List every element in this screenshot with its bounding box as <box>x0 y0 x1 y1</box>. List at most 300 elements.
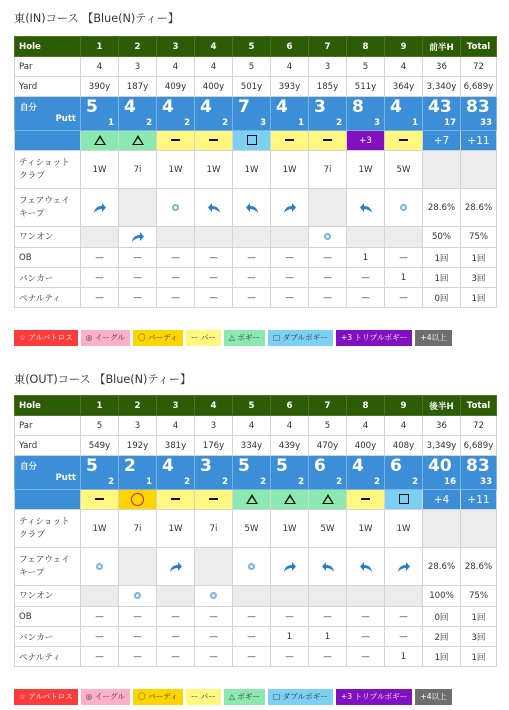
one-on-row-cell <box>195 227 233 248</box>
fairway-row-cell <box>347 548 385 586</box>
bunker-row-cell: 1 <box>385 268 423 288</box>
ob-row-cell: — <box>119 607 157 627</box>
fairway-row-cell: 28.6% <box>461 189 497 227</box>
one-on-row-cell <box>157 586 195 607</box>
penalty-row-cell: — <box>119 647 157 667</box>
ob-row-cell: 1回 <box>461 607 497 627</box>
putt-count: 2 <box>298 477 304 487</box>
score-cell <box>309 97 347 131</box>
putt-count: 2 <box>222 118 228 128</box>
score-cell <box>423 97 461 131</box>
penalty-row-cell: — <box>309 288 347 308</box>
penalty-row-cell: — <box>157 288 195 308</box>
penalty-row-label: ペナルティ <box>15 288 81 308</box>
yard-row-label: Yard <box>15 77 81 97</box>
yard-row-cell: 501y <box>233 77 271 97</box>
penalty-row <box>15 288 497 308</box>
yard-row-label: Yard <box>15 436 81 456</box>
par-row-cell: 3 <box>309 57 347 77</box>
hole-header: Hole <box>15 37 81 57</box>
bunker-row-cell: 3回 <box>461 268 497 288</box>
ob-row-cell: — <box>309 607 347 627</box>
stroke-count: 5 <box>238 456 250 476</box>
stroke-count: 5 <box>276 456 288 476</box>
yard-row-cell: 6,689y <box>461 436 497 456</box>
tee-club-row-cell: 1W <box>157 151 195 189</box>
ob-row-cell: — <box>233 607 271 627</box>
legend-item: □ ダブルボギー <box>268 689 333 705</box>
score-label <box>15 97 81 131</box>
tee-club-row-cell: 7i <box>195 510 233 548</box>
tee-club-row-cell: 1W <box>195 151 233 189</box>
result-cell <box>195 490 233 510</box>
par-row-cell: 3 <box>119 416 157 436</box>
fairway-row-cell: 28.6% <box>461 548 497 586</box>
bunker-row-cell: 1 <box>309 627 347 647</box>
putt-count: 16 <box>444 477 456 487</box>
bunker-row-cell: — <box>157 627 195 647</box>
one-on-row-cell: 100% <box>423 586 461 607</box>
result-cell <box>119 490 157 510</box>
ob-row-cell: — <box>385 607 423 627</box>
yard-row-cell: 364y <box>385 77 423 97</box>
par-row-cell: 4 <box>157 57 195 77</box>
fairway-row-cell <box>157 548 195 586</box>
square-icon <box>247 135 257 145</box>
putt-count: 2 <box>374 477 380 487</box>
result-legend <box>14 689 452 705</box>
score-cell <box>81 97 119 131</box>
par-row-cell: 5 <box>309 416 347 436</box>
putt-count: 2 <box>184 477 190 487</box>
legend-item: 〇 バーディ <box>133 330 183 346</box>
yard-row-cell: 192y <box>119 436 157 456</box>
tee-club-row-cell: 5W <box>233 510 271 548</box>
tee-club-row <box>15 510 497 548</box>
stroke-count: 4 <box>352 456 364 476</box>
bunker-row-cell: — <box>309 268 347 288</box>
tee-club-row-cell: 7i <box>119 510 157 548</box>
par-row-cell: 4 <box>271 57 309 77</box>
fairway-row-cell: 28.6% <box>423 548 461 586</box>
fairway-row-label: フェアウェイ キープ <box>15 548 81 586</box>
bunker-row-cell: — <box>119 627 157 647</box>
tee-club-row-cell: 1W <box>385 510 423 548</box>
ob-row-cell: 1回 <box>423 248 461 268</box>
hit-circle-icon <box>96 563 103 570</box>
tee-club-row-cell: 1W <box>81 151 119 189</box>
triangle-icon <box>322 494 334 504</box>
par-row-label: Par <box>15 57 81 77</box>
tee-club-row-cell: 1W <box>271 510 309 548</box>
curved-arrow-left-icon <box>359 203 373 213</box>
yard-row <box>15 77 497 97</box>
par-row <box>15 57 497 77</box>
legend-item: +4以上 <box>415 689 451 705</box>
bunker-row-cell: — <box>347 268 385 288</box>
bunker-row-cell: 1 <box>271 627 309 647</box>
dash-icon <box>361 498 370 500</box>
par-row-cell: 4 <box>195 57 233 77</box>
one-on-row-cell <box>347 586 385 607</box>
result-cell <box>309 131 347 151</box>
fairway-row-cell <box>157 189 195 227</box>
scorecard-table <box>14 395 497 667</box>
stroke-count: 6 <box>314 456 326 476</box>
result-label <box>15 490 81 510</box>
penalty-row-cell: — <box>195 288 233 308</box>
legend-item: +4以上 <box>415 330 451 346</box>
yard-row-cell: 3,340y <box>423 77 461 97</box>
score-cell <box>347 97 385 131</box>
hole-number: 8 <box>347 396 385 416</box>
tee-club-row-cell: 5W <box>309 510 347 548</box>
tee-club-row-cell <box>423 510 461 548</box>
result-total: +4 <box>423 490 461 510</box>
score-cell <box>423 456 461 490</box>
hole-number: 4 <box>195 396 233 416</box>
fairway-row-cell <box>81 189 119 227</box>
par-row-cell: 4 <box>385 57 423 77</box>
penalty-row-cell: — <box>81 647 119 667</box>
hole-number: 5 <box>233 396 271 416</box>
fairway-row <box>15 548 497 586</box>
yard-row-cell: 6,689y <box>461 77 497 97</box>
score-cell <box>233 456 271 490</box>
result-cell <box>81 131 119 151</box>
tee-club-row-cell: 1W <box>347 151 385 189</box>
penalty-row-cell: 1回 <box>461 288 497 308</box>
fairway-row-cell <box>81 548 119 586</box>
result-cell <box>385 490 423 510</box>
result-cell <box>157 490 195 510</box>
dash-icon <box>95 498 104 500</box>
hole-number: 3 <box>157 37 195 57</box>
fairway-row-cell <box>233 548 271 586</box>
putt-count: 17 <box>444 118 456 128</box>
fairway-row-cell <box>195 189 233 227</box>
putt-count: 3 <box>374 118 380 128</box>
ob-row <box>15 248 497 268</box>
legend-item: ◎ イーグル <box>81 330 130 346</box>
penalty-row-cell: — <box>347 647 385 667</box>
hole-number: 6 <box>271 396 309 416</box>
score-cell <box>347 456 385 490</box>
square-icon <box>399 494 409 504</box>
score-cell <box>195 456 233 490</box>
penalty-row-cell: 1回 <box>461 647 497 667</box>
penalty-row-cell: — <box>271 288 309 308</box>
penalty-row-cell: 1 <box>385 647 423 667</box>
tee-club-row-cell <box>461 151 497 189</box>
ob-row-cell: 0回 <box>423 607 461 627</box>
hole-header: Hole <box>15 396 81 416</box>
one-on-row-cell <box>309 586 347 607</box>
dash-icon <box>285 139 294 141</box>
hole-number: 5 <box>233 37 271 57</box>
stroke-count: 6 <box>390 456 402 476</box>
one-on-row-cell: 75% <box>461 227 497 248</box>
yard-row-cell: 470y <box>309 436 347 456</box>
ob-row-cell: — <box>385 248 423 268</box>
stroke-count: 83 <box>466 97 490 117</box>
yard-row-cell: 409y <box>157 77 195 97</box>
score-cell <box>461 456 497 490</box>
ob-row-cell: — <box>81 607 119 627</box>
yard-row-cell: 334y <box>233 436 271 456</box>
header-row <box>15 396 497 416</box>
one-on-row-cell <box>81 586 119 607</box>
score-cell <box>157 97 195 131</box>
ob-row-cell: — <box>81 248 119 268</box>
fairway-row-cell: 28.6% <box>423 189 461 227</box>
score-cell <box>271 97 309 131</box>
score-cell <box>195 97 233 131</box>
tee-club-row-label: ティショット クラブ <box>15 151 81 189</box>
bunker-row-cell: — <box>233 268 271 288</box>
one-on-row-cell <box>233 586 271 607</box>
curved-arrow-right-icon <box>131 233 145 243</box>
penalty-row-cell: — <box>233 288 271 308</box>
result-label <box>15 131 81 151</box>
par-row-cell: 36 <box>423 416 461 436</box>
result-total: +11 <box>461 490 497 510</box>
par-row-cell: 3 <box>195 416 233 436</box>
yard-row-cell: 3,349y <box>423 436 461 456</box>
ob-row-cell: — <box>309 248 347 268</box>
bunker-row-cell: — <box>195 268 233 288</box>
ob-row-cell: — <box>157 607 195 627</box>
penalty-row-cell: — <box>157 647 195 667</box>
hole-number: 7 <box>309 396 347 416</box>
hole-number: 9 <box>385 396 423 416</box>
legend-item: △ ボギー <box>224 689 265 705</box>
legend-item: +3 トリプルボギー <box>336 330 412 346</box>
one-on-row-label: ワンオン <box>15 586 81 607</box>
penalty-row-cell: — <box>309 647 347 667</box>
one-on-row <box>15 586 497 607</box>
ob-row-label: OB <box>15 607 81 627</box>
one-on-row-cell <box>271 586 309 607</box>
hole-number: 2 <box>119 37 157 57</box>
circle-icon <box>131 493 144 506</box>
hole-number: 1 <box>81 37 119 57</box>
tee-club-row-cell: 7i <box>119 151 157 189</box>
penalty-row-cell: — <box>81 288 119 308</box>
hit-circle-icon <box>400 204 407 211</box>
tee-club-row-cell: 7i <box>309 151 347 189</box>
result-cell <box>119 131 157 151</box>
par-row-cell: 4 <box>81 57 119 77</box>
hole-number: 7 <box>309 37 347 57</box>
stroke-count: 43 <box>428 97 452 117</box>
stroke-count: 5 <box>86 97 98 117</box>
yard-row-cell: 187y <box>119 77 157 97</box>
one-on-row-cell <box>271 227 309 248</box>
legend-item: +3 トリプルボギー <box>336 689 412 705</box>
fairway-row-cell <box>271 548 309 586</box>
fairway-row-cell <box>347 189 385 227</box>
hole-number: Total <box>461 37 497 57</box>
one-on-row-cell <box>157 227 195 248</box>
stroke-count: 4 <box>162 97 174 117</box>
yard-row-cell: 439y <box>271 436 309 456</box>
par-row <box>15 416 497 436</box>
yard-row-cell: 393y <box>271 77 309 97</box>
tee-club-row-cell <box>461 510 497 548</box>
result-legend <box>14 330 452 346</box>
putt-count: 1 <box>108 118 114 128</box>
curved-arrow-left-icon <box>359 562 373 572</box>
par-row-cell: 4 <box>271 416 309 436</box>
result-cell <box>309 490 347 510</box>
one-on-row-cell <box>233 227 271 248</box>
result-row <box>15 490 497 510</box>
bunker-row-cell: — <box>195 627 233 647</box>
par-row-cell: 72 <box>461 57 497 77</box>
ob-row-cell: — <box>195 607 233 627</box>
legend-item: ☆ アルバトロス <box>14 330 78 346</box>
dash-icon <box>323 139 332 141</box>
player-label: 自分 <box>20 462 38 472</box>
tee-club-row-cell: 1W <box>233 151 271 189</box>
tee-club-row-cell: 1W <box>271 151 309 189</box>
bunker-row-label: バンカー <box>15 627 81 647</box>
ob-row-label: OB <box>15 248 81 268</box>
par-row-cell: 5 <box>233 57 271 77</box>
stroke-count: 4 <box>162 456 174 476</box>
stroke-count: 4 <box>124 97 136 117</box>
stroke-count: 4 <box>276 97 288 117</box>
par-row-cell: 5 <box>81 416 119 436</box>
putt-count: 2 <box>222 477 228 487</box>
bunker-row-cell: — <box>81 627 119 647</box>
one-on-row <box>15 227 497 248</box>
par-row-cell: 4 <box>233 416 271 436</box>
legend-item: ー パー <box>186 330 221 346</box>
stroke-count: 40 <box>428 456 452 476</box>
ob-row-cell: 1回 <box>461 248 497 268</box>
ob-row-cell: — <box>347 607 385 627</box>
bunker-row-cell: — <box>119 268 157 288</box>
curved-arrow-right-icon <box>93 203 107 213</box>
score-cell <box>271 456 309 490</box>
par-row-cell: 4 <box>385 416 423 436</box>
putt-count: 1 <box>412 118 418 128</box>
penalty-row <box>15 647 497 667</box>
curved-arrow-right-icon <box>283 203 297 213</box>
stroke-count: 8 <box>352 97 364 117</box>
result-cell <box>385 131 423 151</box>
yard-row <box>15 436 497 456</box>
fairway-row-cell <box>119 189 157 227</box>
penalty-row-cell: 1回 <box>423 647 461 667</box>
fairway-row-cell <box>385 548 423 586</box>
bunker-row-cell: — <box>81 268 119 288</box>
bunker-row-label: バンカー <box>15 268 81 288</box>
penalty-row-label: ペナルティ <box>15 647 81 667</box>
par-row-cell: 4 <box>347 416 385 436</box>
tee-club-row-cell: 5W <box>385 151 423 189</box>
one-on-row-cell <box>81 227 119 248</box>
triangle-icon <box>284 494 296 504</box>
tee-club-row-cell: 1W <box>157 510 195 548</box>
one-on-row-cell <box>347 227 385 248</box>
bunker-row-cell: 2回 <box>423 627 461 647</box>
par-row-cell: 5 <box>347 57 385 77</box>
penalty-row-cell: — <box>233 647 271 667</box>
tee-club-row-cell <box>423 151 461 189</box>
hole-number: 2 <box>119 396 157 416</box>
score-cell <box>461 97 497 131</box>
putt-count: 1 <box>298 118 304 128</box>
stroke-count: 2 <box>124 456 136 476</box>
hole-number: 8 <box>347 37 385 57</box>
legend-item: ◎ イーグル <box>81 689 130 705</box>
curved-arrow-left-icon <box>245 203 259 213</box>
putt-count: 2 <box>336 477 342 487</box>
triangle-icon <box>94 135 106 145</box>
par-row-label: Par <box>15 416 81 436</box>
hole-number: 6 <box>271 37 309 57</box>
hit-circle-icon <box>248 563 255 570</box>
score-cell <box>81 456 119 490</box>
result-cell <box>157 131 195 151</box>
penalty-row-cell: — <box>385 288 423 308</box>
bunker-row-cell: — <box>385 627 423 647</box>
curved-arrow-left-icon <box>321 562 335 572</box>
ob-row-cell: 1 <box>347 248 385 268</box>
legend-item: ☆ アルバトロス <box>14 689 78 705</box>
score-row <box>15 97 497 131</box>
curved-arrow-left-icon <box>207 203 221 213</box>
score-cell <box>385 97 423 131</box>
putt-count: 2 <box>260 477 266 487</box>
yard-row-cell: 511y <box>347 77 385 97</box>
yard-row-cell: 176y <box>195 436 233 456</box>
putt-count: 3 <box>260 118 266 128</box>
penalty-row-cell: 0回 <box>423 288 461 308</box>
yard-row-cell: 408y <box>385 436 423 456</box>
tee-club-row-label: ティショット クラブ <box>15 510 81 548</box>
legend-item: □ ダブルボギー <box>268 330 333 346</box>
tee-club-row <box>15 151 497 189</box>
result-cell <box>233 131 271 151</box>
hole-number: Total <box>461 396 497 416</box>
ob-row-cell: — <box>271 607 309 627</box>
result-cell <box>271 131 309 151</box>
stroke-count: 4 <box>200 97 212 117</box>
tee-club-row-cell: 1W <box>81 510 119 548</box>
result-cell <box>195 131 233 151</box>
dash-icon <box>171 498 180 500</box>
fairway-row-cell <box>119 548 157 586</box>
stroke-count: 3 <box>314 97 326 117</box>
stroke-count: 83 <box>466 456 490 476</box>
score-cell <box>309 456 347 490</box>
curved-arrow-right-icon <box>169 562 183 572</box>
result-total: +11 <box>461 131 497 151</box>
bunker-row <box>15 627 497 647</box>
score-cell <box>233 97 271 131</box>
result-cell <box>347 490 385 510</box>
fairway-row-cell <box>271 189 309 227</box>
penalty-row-cell: — <box>119 288 157 308</box>
fairway-row-cell <box>233 189 271 227</box>
yard-row-cell: 549y <box>81 436 119 456</box>
hole-number: 3 <box>157 396 195 416</box>
putt-label: Putt <box>55 114 76 124</box>
